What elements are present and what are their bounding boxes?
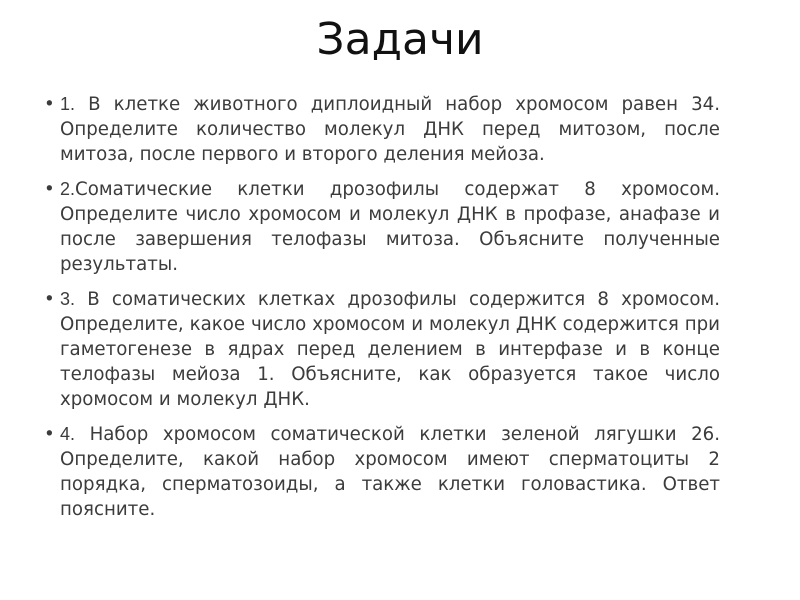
bullet-icon: •	[44, 424, 55, 445]
task-item-1	[44, 92, 720, 167]
task-number: 4.	[60, 424, 76, 444]
task-item-2	[44, 177, 720, 277]
task-item-4	[44, 422, 720, 522]
task-text: Соматические клетки дрозофилы содержат 8 хромосом. Определите число хромосом и молекул ДНК в профазе, анафазе и после завершения телофазы митоза. Объясните полученные результаты.	[60, 179, 720, 275]
task-text: В клетке животного диплоидный набор хромосом равен 34. Определите количество молекул ДНК перед митозом, после митоза, после первого и второго деления мейоза.	[60, 94, 720, 165]
bullet-icon: •	[44, 179, 55, 200]
task-item-3	[44, 287, 720, 412]
task-list	[44, 92, 720, 532]
task-number: 1.	[60, 94, 76, 114]
slide-title: Задачи	[316, 14, 484, 65]
task-number: 3.	[60, 289, 76, 309]
bullet-icon: •	[44, 94, 55, 115]
task-text: Набор хромосом соматической клетки зеленой лягушки 26. Определите, какой набор хромосом имеют сперматоциты 2 порядка, сперматозоиды, а также клетки головастика. Ответ поясните.	[60, 424, 720, 520]
task-text: В соматических клетках дрозофилы содержится 8 хромосом. Определите, какое число хромосом и молекул ДНК содержится при гаметогенезе в ядрах перед делением в интерфазе и в конце телофазы мейоза 1. Объясните, как образуется такое число хромосом и молекул ДНК.	[60, 289, 720, 410]
task-number: 2.	[60, 179, 76, 199]
bullet-icon: •	[44, 289, 55, 310]
